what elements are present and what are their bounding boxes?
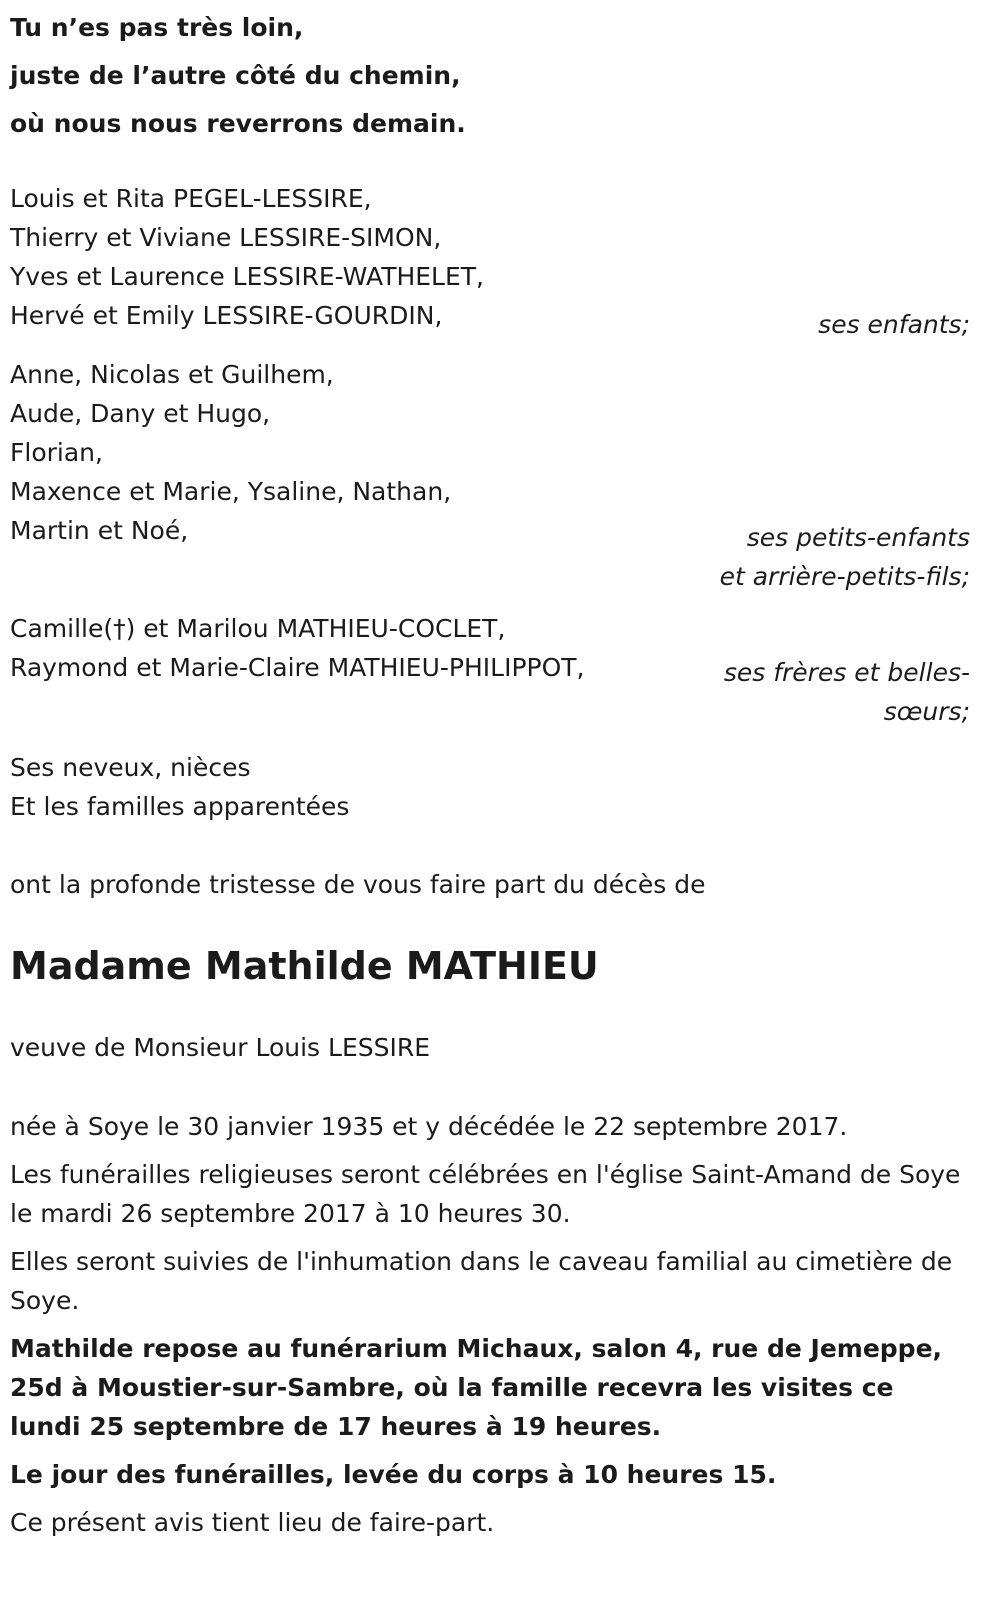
poem-line: Tu n’es pas très loin, bbox=[10, 13, 304, 42]
burial-details: Elles seront suivies de l'inhumation dans le caveau familial au cimetière de Soye. bbox=[10, 1247, 953, 1315]
name-line: Martin et Noé, bbox=[10, 516, 189, 545]
visitation-details: Mathilde repose au funérarium Michaux, salon 4, rue de Jemeppe, 25d à Moustier-sur-Sambre, où la famille recevra les visites ce lundi 25 septembre de 17 heures à 19 heures. bbox=[10, 1334, 943, 1441]
children-group bbox=[10, 179, 970, 339]
relation-line: ses enfants; bbox=[818, 310, 970, 339]
widow-of: veuve de Monsieur Louis LESSIRE bbox=[10, 1033, 431, 1062]
grandchildren-group bbox=[10, 355, 970, 591]
poem-line: où nous nous reverrons demain. bbox=[10, 109, 466, 138]
poem-line: juste de l’autre côté du chemin, bbox=[10, 61, 461, 90]
procession-details: Le jour des funérailles, levée du corps à 10 heures 15. bbox=[10, 1460, 777, 1489]
relation-line: ses petits-enfants bbox=[746, 523, 970, 552]
others-names bbox=[10, 748, 970, 826]
relation-line: ses frères et belles- bbox=[723, 658, 970, 687]
relation-line: et arrière-petits-fils; bbox=[719, 562, 970, 591]
relation-line: sœurs; bbox=[883, 697, 970, 726]
name-line: Yves et Laurence LESSIRE-WATHELET, bbox=[10, 262, 484, 291]
name-line: Anne, Nicolas et Guilhem, bbox=[10, 360, 334, 389]
poem bbox=[10, 4, 970, 148]
siblings-relation bbox=[724, 653, 970, 731]
name-line: Et les familles apparentées bbox=[10, 792, 350, 821]
others-group bbox=[10, 748, 970, 826]
deceased-name: Madame Mathilde MATHIEU bbox=[10, 944, 599, 988]
name-line: Thierry et Viviane LESSIRE-SIMON, bbox=[10, 223, 442, 252]
notice-line: Ce présent avis tient lieu de faire-part. bbox=[10, 1508, 495, 1537]
name-line: Florian, bbox=[10, 438, 103, 467]
name-line: Camille(†) et Marilou MATHIEU-COCLET, bbox=[10, 614, 506, 643]
name-line: Ses neveux, nièces bbox=[10, 753, 251, 782]
children-relation bbox=[818, 305, 970, 344]
name-line: Aude, Dany et Hugo, bbox=[10, 399, 271, 428]
siblings-group bbox=[10, 609, 970, 726]
name-line: Louis et Rita PEGEL-LESSIRE, bbox=[10, 184, 372, 213]
funeral-details: Les funérailles religieuses seront célébrées en l'église Saint-Amand de Soye le mardi 26 septembre 2017 à 10 heures 30. bbox=[10, 1160, 961, 1228]
name-line: Maxence et Marie, Ysaline, Nathan, bbox=[10, 477, 452, 506]
birth-death-dates: née à Soye le 30 janvier 1935 et y décédée le 22 septembre 2017. bbox=[10, 1112, 848, 1141]
name-line: Hervé et Emily LESSIRE-GOURDIN, bbox=[10, 301, 443, 330]
name-line: Raymond et Marie-Claire MATHIEU-PHILIPPOT, bbox=[10, 653, 585, 682]
announcement: ont la profonde tristesse de vous faire part du décès de bbox=[10, 870, 706, 899]
grandchildren-relation bbox=[720, 518, 970, 596]
